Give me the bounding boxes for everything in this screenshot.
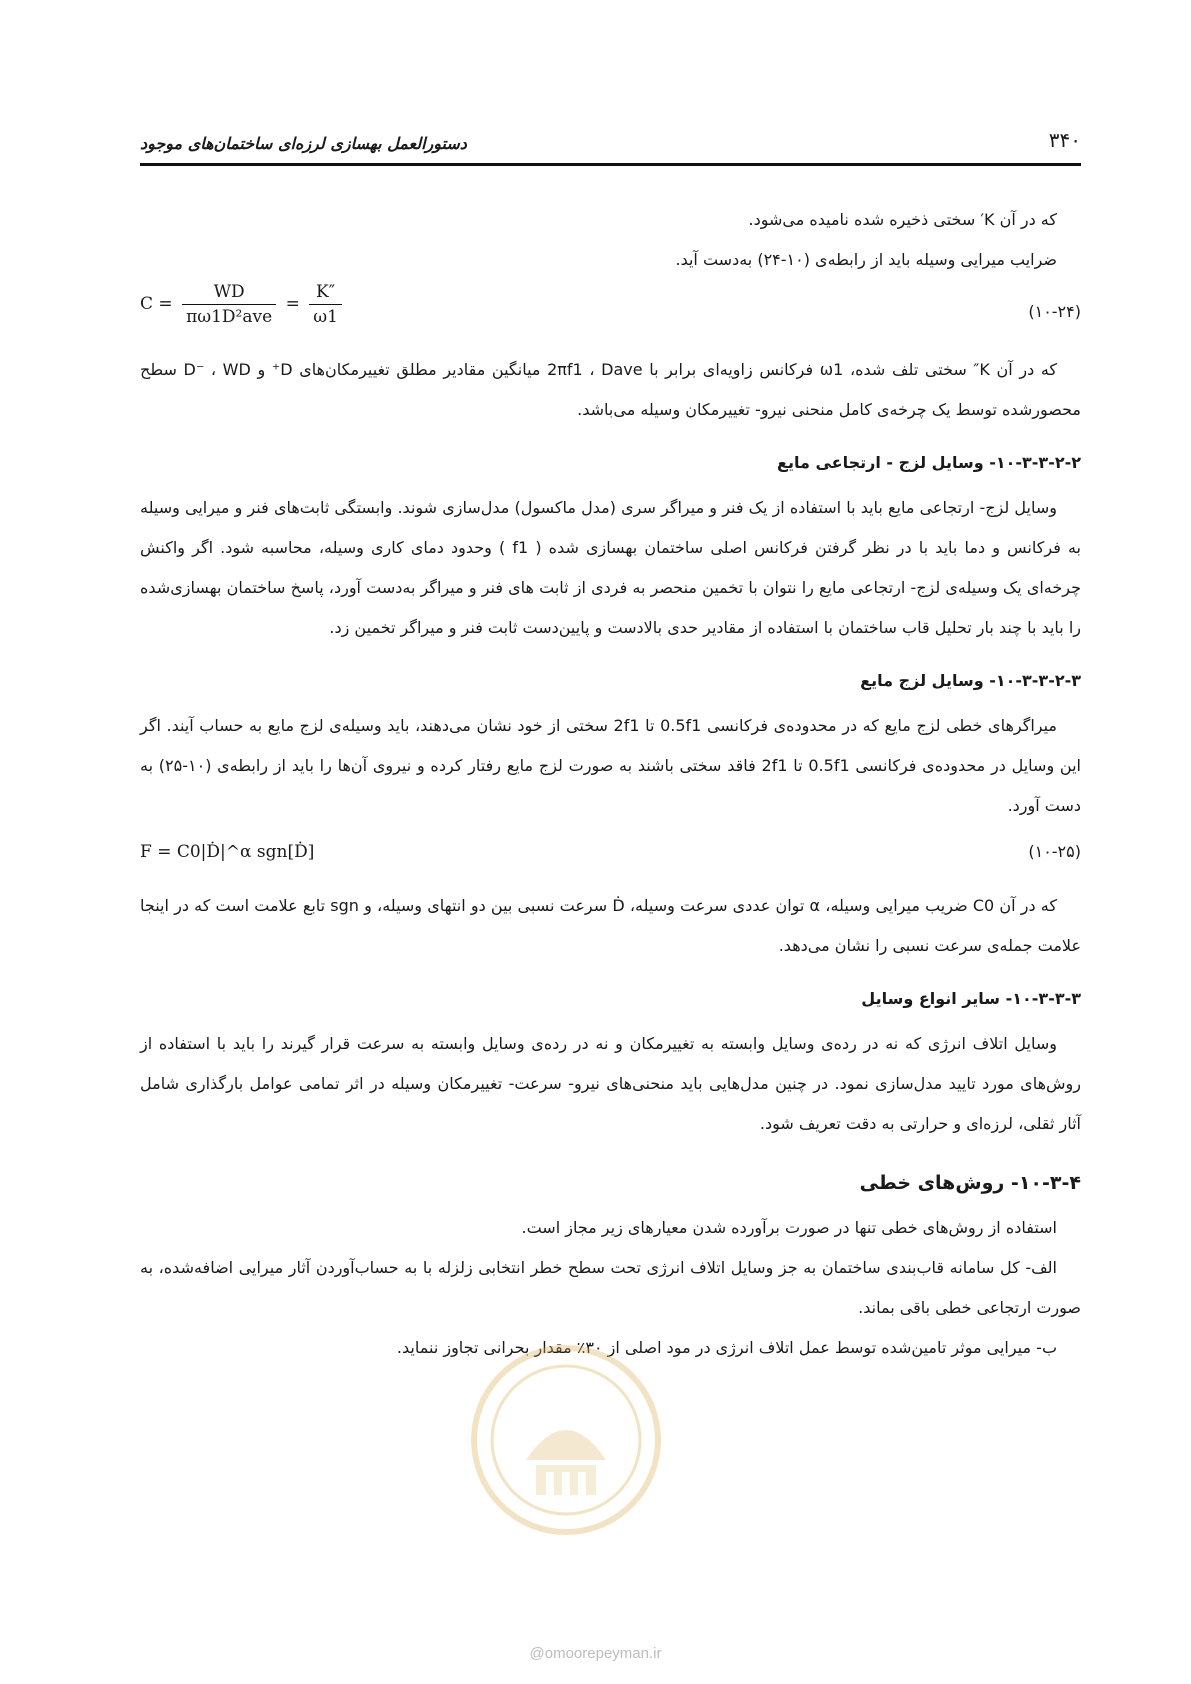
equals-sign: = — [285, 294, 300, 314]
fraction-denominator: ω1 — [313, 307, 338, 327]
equation-10-24 — [140, 282, 1081, 348]
paragraph-loss-stiffness: که در آن K″ سختی تلف شده، ω1 فرکانس زاویه‌ای برابر با 2πf1 ، Dave میانگین مقادیر مطلق تغییرمکان‌های D⁺ و D⁻ ، WD سطح محصورشده توسط یک چرخه‌ی کامل منحنی نیرو- تغییرمکان وسیله می‌باشد. — [140, 360, 1081, 419]
equation-10-25 — [140, 828, 1081, 884]
fraction-k — [309, 282, 342, 327]
page-number: ۳۴۰ — [1048, 128, 1081, 152]
paragraph-viscous: میراگرهای خطی لزج مایع که در محدوده‌ی فرکانسی 0.5f1 تا 2f1 سختی از خود نشان می‌دهند، باید وسیله‌ی لزج مایع به حساب آیند. اگر این وسایل در محدوده‌ی فرکانسی 0.5f1 تا 2f1 فاقد سختی باشند به صورت لزج مایع رفتار کرده و نیروی آن‌ها را باید از رابطه‌ی (۱۰-۲۵) به دست آورد. — [140, 716, 1082, 815]
list-item-criterion-a: الف- کل سامانه قاب‌بندی ساختمان به جز وسایل اتلاف انرژی تحت سطح خطر انتخابی زلزله با به حساب‌آوردن آثار میرایی اضافه‌شده، به صورت ارتجاعی خطی باقی بماند. — [140, 1258, 1081, 1317]
section-heading-linear-methods: ۱۰-۳-۴- روش‌های خطی — [859, 1172, 1081, 1194]
paragraph-storage-stiffness: که در آن K′ سختی ذخیره شده نامیده می‌شود. — [748, 210, 1057, 229]
paragraph-linear-criteria: استفاده از روش‌های خطی تنها در صورت برآورده شدن معیارهای زیر مجاز است. — [521, 1218, 1057, 1237]
page-content — [140, 200, 1081, 1368]
footer-watermark: @omoorepeyman.ir — [529, 1645, 662, 1662]
running-title: دستورالعمل بهسازی لرزه‌ای ساختمان‌های موجود — [140, 134, 467, 153]
page-header — [140, 128, 1081, 164]
watermark-seal-icon — [466, 1340, 666, 1540]
section-heading-viscous: ۱۰-۳-۳-۲-۳- وسایل لزج مایع — [860, 671, 1081, 690]
equation-number: (۱۰-۲۵) — [1028, 842, 1081, 861]
equation-formula: F = C0|Ḋ|^α sgn[Ḋ] — [140, 842, 315, 862]
list-item-criterion-b: ب- میرایی موثر تامین‌شده توسط عمل اتلاف انرژی در مود اصلی از ۳۰٪ مقدار بحرانی تجاوز ننماید. — [396, 1338, 1057, 1357]
paragraph-viscoelastic: وسایل لزج- ارتجاعی مایع باید با استفاده از یک فنر و میراگر سری (مدل ماکسول) مدل‌سازی شوند. وابستگی ثابت‌های فنر و میرایی وسیله به فرکانس و دما باید با در نظر گرفتن فرکانس اصلی ساختمان بهسازی شده ( f1 ) وحدود دمای کاری وسیله، محاسبه شود. اگر واکنش چرخه‌ای یک وسیله‌ی لزج- ارتجاعی مایع را نتوان با تخمین منحصر به فردی از ثابت های فنر و میراگر به‌دست آورد، پاسخ ساختمان بهسازی‌شده را باید با چند بار تحلیل قاب ساختمان با استفاده از مقادیر حدی بالادست و پایین‌دست ثابت فنر و میراگر تخمین زد. — [140, 498, 1082, 637]
paragraph-damping-coefficients: ضرایب میرایی وسیله باید از رابطه‌ی (۱۰-۲۴) به‌دست آید. — [675, 250, 1057, 269]
equation-formula — [140, 282, 346, 327]
paragraph-other-devices: وسایل اتلاف انرژی که نه در رده‌ی وسایل وابسته به تغییرمکان و نه در رده‌ی وسایل وابسته به سرعت قرار گیرند را باید با استفاده از روش‌های مورد تایید مدل‌سازی نمود. در چنین مدل‌هایی باید منحنی‌های نیرو- سرعت- تغییرمکان وسیله در اثر تمامی عوامل بارگذاری شامل آثار ثقلی، لرزه‌ای و حرارتی به دقت تعریف شود. — [140, 1034, 1081, 1133]
header-rule — [140, 163, 1081, 166]
section-heading-other-devices: ۱۰-۳-۳-۳- سایر انواع وسایل — [861, 989, 1081, 1008]
fraction-wd — [182, 282, 276, 327]
fraction-numerator: K″ — [309, 282, 342, 305]
equation-lhs: C = — [140, 294, 173, 314]
section-heading-viscoelastic: ۱۰-۳-۳-۲-۲- وسایل لزج - ارتجاعی مایع — [777, 453, 1081, 472]
paragraph-viscous-terms: که در آن C0 ضریب میرایی وسیله، α توان عددی سرعت وسیله، Ḋ سرعت نسبی بین دو انتهای وسیله، و sgn تابع علامت است که در اینجا علامت جمله‌ی سرعت نسبی را نشان می‌دهد. — [140, 896, 1081, 955]
equation-number: (۱۰-۲۴) — [1028, 302, 1081, 321]
fraction-denominator: πω1D²ave — [186, 307, 273, 327]
fraction-numerator: WD — [182, 282, 276, 305]
